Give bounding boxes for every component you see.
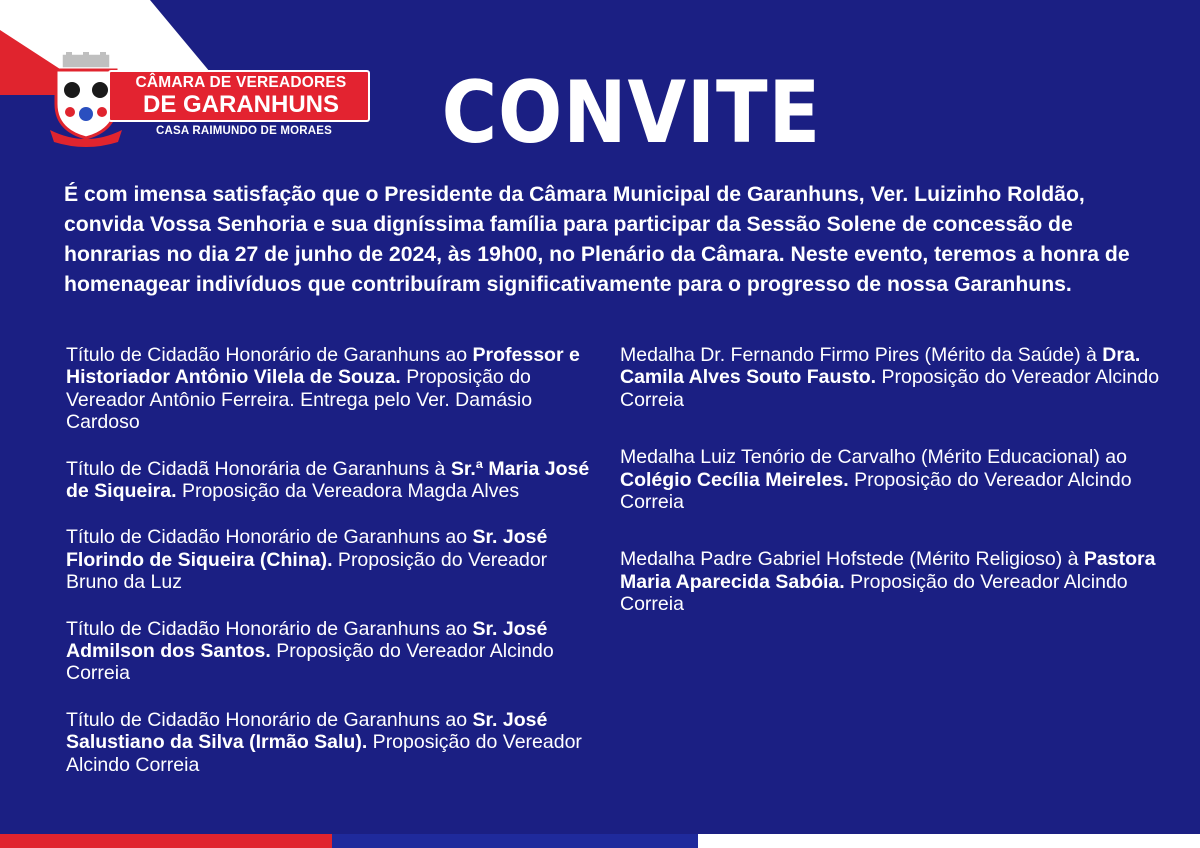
honor-item: Título de Cidadã Honorária de Garanhuns à Sr.ª Maria José de Siqueira. Proposição da Vereadora Magda Alves xyxy=(66,457,590,503)
intro-paragraph: É com imensa satisfação que o Presidente da Câmara Municipal de Garanhuns, Ver. Luizinho Roldão, convida Vossa Senhoria e sua digníssima família para participar da Sessão Solene de concessão de honrarias no dia 27 de junho de 2024, às 19h00, no Plenário da Câmara. Neste evento, teremos a honra de homenagear indivíduos que contribuíram significativamente para o progresso de nossa Garanhuns. xyxy=(64,183,1130,296)
honor-item: Título de Cidadão Honorário de Garanhuns ao Professor e Historiador Antônio Vilela de Souza. Proposição do Vereador Antônio Ferreira. Entrega pelo Ver. Damásio Cardoso xyxy=(66,344,580,434)
medal-item: Medalha Padre Gabriel Hofstede (Mérito Religioso) à Pastora Maria Aparecida Sabóia. Proposição do Vereador Alcindo Correia xyxy=(620,548,1156,616)
logo-line2: DE GARANHUNS xyxy=(142,91,339,118)
medal-item: Medalha Luiz Tenório de Carvalho (Mérito Educacional) ao Colégio Cecília Meireles. Proposição do Vereador Alcindo Correia xyxy=(620,446,1132,514)
chamber-logo xyxy=(48,52,347,152)
honor-item: Título de Cidadão Honorário de Garanhuns ao Sr. José Florindo de Siqueira (China). Proposição do Vereador Bruno da Luz xyxy=(66,526,548,594)
honoree-name: Dra. Camila Alves Souto Fausto. xyxy=(620,344,1141,389)
logo-line1: CÂMARA DE VEREADORES xyxy=(135,74,347,91)
honor-item: Título de Cidadão Honorário de Garanhuns ao Sr. José Salustiano da Silva (Irmão Salu). Proposição do Vereador Alcindo Correia xyxy=(66,708,582,776)
medal-item: Medalha Dr. Fernando Firmo Pires (Mérito da Saúde) à Dra. Camila Alves Souto Fausto. Proposição do Vereador Alcindo Correia xyxy=(620,344,1160,411)
honoree-name: Pastora Maria Aparecida Sabóia. xyxy=(620,548,1156,593)
honor-item: Título de Cidadão Honorário de Garanhuns ao Sr. José Admilson dos Santos. Proposição do Vereador Alcindo Correia xyxy=(66,617,554,685)
honoree-name: Professor e Historiador Antônio Vilela de Souza. xyxy=(66,344,580,389)
honoree-name: Sr. José Florindo de Siqueira (China). xyxy=(66,526,548,571)
logo-subtitle: CASA RAIMUNDO DE MORAES xyxy=(155,125,333,137)
honoree-name: Colégio Cecília Meireles. xyxy=(620,468,849,491)
honors-right-column xyxy=(620,344,1180,651)
honoree-name: Sr. José Admilson dos Santos. xyxy=(66,617,548,663)
honors-left-column xyxy=(66,344,596,800)
footer-stripe-red xyxy=(0,834,332,848)
footer-stripe-white xyxy=(698,834,1200,848)
footer-stripe-blue xyxy=(332,834,698,848)
page-title: CONVITE xyxy=(441,63,822,163)
honoree-name: Sr. José Salustiano da Silva (Irmão Salu). xyxy=(66,708,548,754)
honoree-name: Sr.ª Maria José de Siqueira. xyxy=(66,457,590,503)
